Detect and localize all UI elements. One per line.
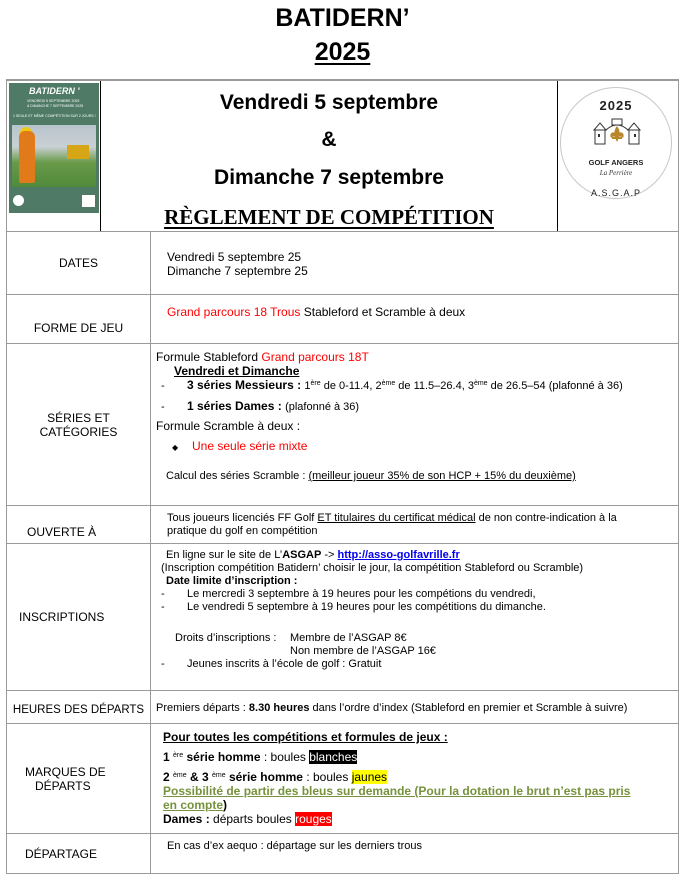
game-formats: Stableford et Scramble à deux <box>300 305 466 319</box>
bullet-icon: ◆ <box>172 443 179 452</box>
poster-line-3: 1 SEULE ET MÊME COMPÉTITION SUR 2 JOURS ! <box>13 114 96 118</box>
tie-break-rule: En cas d’ex aequo : départage sur les derniers trous <box>167 840 422 852</box>
blue-tee-note: Possibilité de partir des bleus sur demande (Pour la dotation le brut n’est pas pris en compte) <box>163 784 631 812</box>
registration-link[interactable]: http://asso-golfavrille.fr <box>337 549 460 561</box>
table-row-heures <box>7 691 679 724</box>
second-third-series-tees: 2 $^{ème}$ & 3 $^{ème}$ série homme : boules jaunes <box>163 770 388 784</box>
header-date-sunday: Dimanche 7 septembre <box>214 166 444 189</box>
row-label: MARQUES DE DÉPARTS <box>7 724 151 834</box>
first-series-tees: 1 $^{ère}$ série homme : boules blanches <box>163 750 358 764</box>
logo-place: La Perrière <box>599 169 633 177</box>
row-label: INSCRIPTIONS <box>7 544 151 691</box>
tee-markers-title: Pour toutes les compétitions et formules de jeux : <box>163 730 448 744</box>
registration-note: (Inscription compétition Batidern’ choisir le jour, la compétition Stableford ou Scramble) <box>161 562 584 574</box>
yellow-tee-badge: jaunes <box>351 770 388 784</box>
cell-divider <box>557 81 558 231</box>
header-date-friday: Vendredi 5 septembre <box>219 91 439 114</box>
poster-line-1: VENDREDI 5 SEPTEMBRE 2025 <box>27 99 80 103</box>
men-series: - 3 séries Messieurs : 1ère de 0-11.4, 2ème de 11.5–26.4, 3ème de 26.5–54 (plafonné à 36) <box>161 378 623 392</box>
fees: Droits d’inscriptions : Membre de l’ASGAP 8€ <box>175 632 407 644</box>
row-content <box>151 232 679 295</box>
poster-club-logo <box>13 195 24 206</box>
row-label: OUVERTE À <box>7 506 151 544</box>
days-heading: Vendredi et Dimanche <box>174 364 300 378</box>
table-row-forme <box>7 295 679 344</box>
row-content: Premiers départs : 8.30 heures dans l’ordre d’index (Stableford en premier et Scramble à suivre) <box>151 691 679 724</box>
row-content: Tous joueurs licenciés FF Golf ET titulaires du certificat médical de non contre-indication à la pratique du golf en compétition <box>151 506 679 544</box>
online-registration: En ligne sur le site de L’ASGAP -> http://asso-golfavrille.fr <box>166 549 460 561</box>
table-row-departage <box>7 834 679 874</box>
ladies-tees: Dames : départs boules rouges <box>163 812 332 826</box>
row-content <box>151 544 679 691</box>
logo-year: 2025 <box>599 98 633 113</box>
header-ampersand: & <box>321 128 337 151</box>
document-year: 2025 <box>314 38 371 66</box>
poster-title: BATIDERN ' <box>29 86 80 96</box>
deadline-sunday: - Le vendredi 5 septembre à 19 heures pour les compétitions du dimanche. <box>161 601 546 613</box>
header-table <box>6 79 679 231</box>
header-dates-block <box>101 81 557 231</box>
poster-sponsor-logo <box>82 195 95 207</box>
row-label: HEURES DES DÉPARTS <box>7 691 151 724</box>
table-row-dates <box>7 232 679 295</box>
row-label: DÉPARTAGE <box>7 834 151 874</box>
scramble-calculation: Calcul des séries Scramble : (meilleur joueur 35% de son HCP + 15% du deuxième) <box>166 470 576 482</box>
deadline-friday: - Le mercredi 3 septembre à 19 heures pour les compétions du vendredi, <box>161 588 536 600</box>
date-sunday: Dimanche 7 septembre 25 <box>167 264 308 278</box>
fee-non-member: Non membre de l’ASGAP 16€ <box>290 645 436 657</box>
logo-association: A.S.G.A.P <box>590 188 641 198</box>
women-series: - 1 séries Dames : (plafonné à 36) <box>161 399 360 413</box>
document-title: BATIDERN’ <box>275 4 410 32</box>
excavator-figure <box>67 145 89 159</box>
course-type: Grand parcours 18 Trous <box>167 305 301 319</box>
scramble-title: Formule Scramble à deux : <box>156 419 301 433</box>
youth-fee: - Jeunes inscrits à l’école de golf : Gratuit <box>161 658 382 670</box>
row-label: DATES <box>7 232 151 295</box>
scramble-series: ◆ Une seule série mixte <box>172 439 308 453</box>
red-tee-badge: rouges <box>295 812 332 826</box>
deadline-title: Date limite d’inscription : <box>166 575 298 587</box>
row-content <box>151 344 679 506</box>
castle-fleur-de-lis-icon <box>592 118 642 146</box>
table-row-ouverte <box>7 506 679 544</box>
row-label: SÉRIES ET CATÉGORIES <box>7 344 151 506</box>
white-tee-badge: blanches <box>309 750 358 764</box>
row-content <box>151 724 679 834</box>
header-subtitle: RÈGLEMENT DE COMPÉTITION <box>164 205 494 229</box>
date-friday: Vendredi 5 septembre 25 <box>167 250 302 264</box>
poster-line-2: & DIMANCHE 7 SEPTEMBRE 2025 <box>27 104 84 108</box>
rules-table <box>6 231 679 874</box>
table-row-inscriptions <box>7 544 679 691</box>
golf-club-logo <box>560 87 672 199</box>
row-content <box>151 295 679 344</box>
row-label: FORME DE JEU <box>7 295 151 344</box>
stableford-formula: Formule Stableford Grand parcours 18T <box>156 350 369 364</box>
row-content <box>151 834 679 874</box>
logo-club-name: GOLF ANGERS <box>588 158 644 167</box>
table-row-marques <box>7 724 679 834</box>
table-row-series <box>7 344 679 506</box>
golfer-figure <box>19 131 35 183</box>
event-poster-image <box>9 83 99 213</box>
